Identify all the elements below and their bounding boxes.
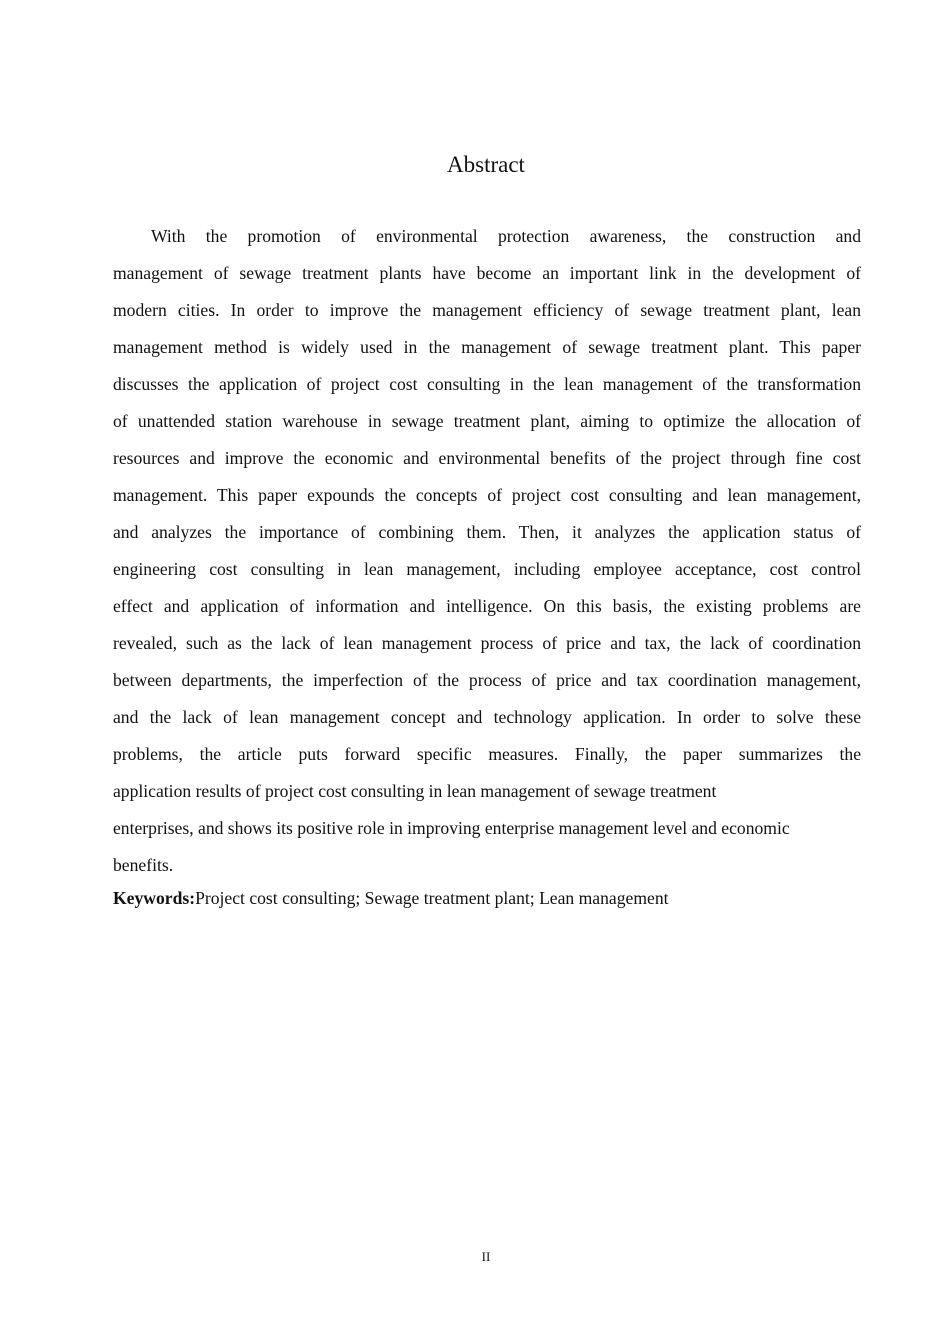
abstract-line: discusses the application of project cost consulting in the lean management of the transformation xyxy=(113,374,861,394)
abstract-line: modern cities. In order to improve the management efficiency of sewage treatment plant, lean xyxy=(113,300,861,320)
abstract-body xyxy=(113,218,861,884)
abstract-line: of unattended station warehouse in sewage treatment plant, aiming to optimize the allocation of xyxy=(113,411,861,431)
abstract-line: application results of project cost consulting in lean management of sewage treatment xyxy=(113,781,717,801)
abstract-line: management. This paper expounds the concepts of project cost consulting and lean management, xyxy=(113,485,861,505)
abstract-line: enterprises, and shows its positive role in improving enterprise management level and economic xyxy=(113,818,790,838)
abstract-line: With the promotion of environmental protection awareness, the construction and xyxy=(151,226,861,246)
keywords-value: Project cost consulting; Sewage treatment plant; Lean management xyxy=(195,888,669,908)
abstract-line: management of sewage treatment plants have become an important link in the development of xyxy=(113,263,861,283)
keywords-label: Keywords: xyxy=(113,888,196,908)
abstract-line: revealed, such as the lack of lean management process of price and tax, the lack of coordination xyxy=(113,633,861,653)
abstract-line: engineering cost consulting in lean management, including employee acceptance, cost control xyxy=(113,559,861,579)
abstract-line: and the lack of lean management concept and technology application. In order to solve these xyxy=(113,707,861,727)
abstract-line: resources and improve the economic and environmental benefits of the project through fine cost xyxy=(113,448,861,468)
abstract-line: effect and application of information and intelligence. On this basis, the existing problems are xyxy=(113,596,861,616)
abstract-line: benefits. xyxy=(113,855,174,875)
abstract-line: between departments, the imperfection of the process of price and tax coordination management, xyxy=(113,670,861,690)
abstract-line: and analyzes the importance of combining them. Then, it analyzes the application status of xyxy=(113,522,861,542)
page-number: II xyxy=(481,1249,491,1264)
abstract-line: management method is widely used in the management of sewage treatment plant. This paper xyxy=(113,337,861,357)
abstract-title: Abstract xyxy=(447,152,525,177)
keywords-line xyxy=(113,883,669,913)
abstract-line: problems, the article puts forward specific measures. Finally, the paper summarizes the xyxy=(113,744,861,764)
